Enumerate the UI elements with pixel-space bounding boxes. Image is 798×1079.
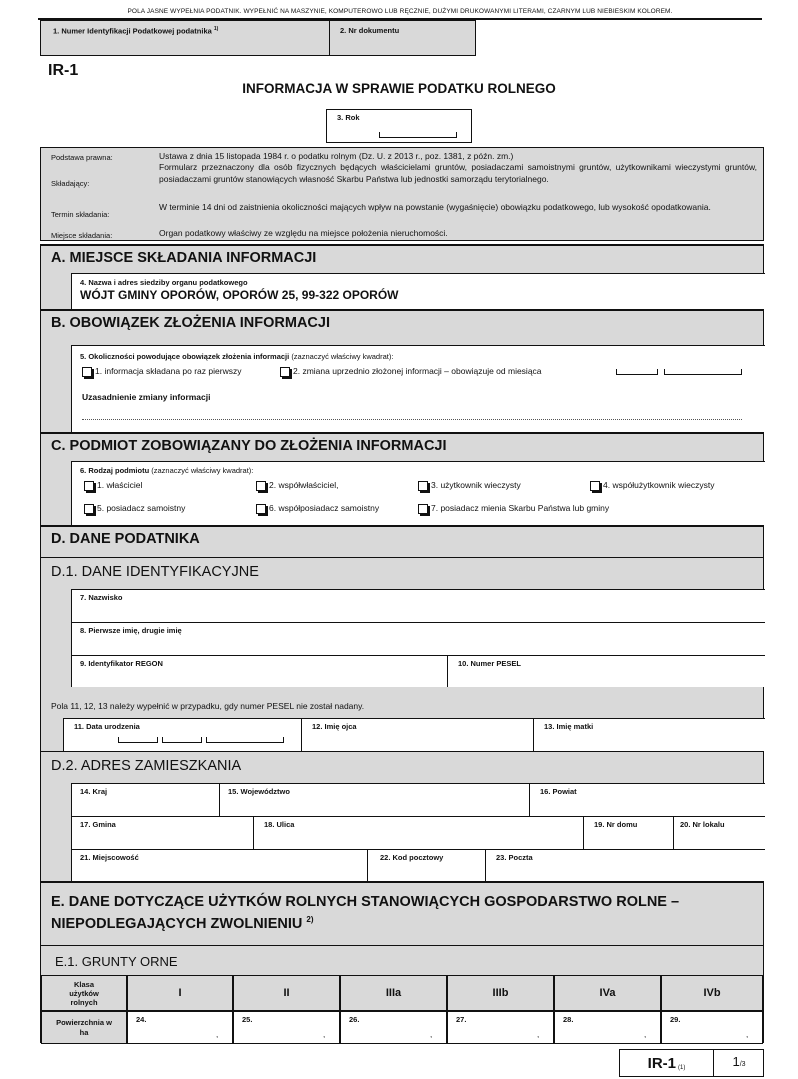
change-label: 2. zmiana uprzednio złożonej informacji – obowiązuje od miesiąca [293, 366, 542, 376]
entity-option-4[interactable] [590, 480, 714, 491]
entity-type-field [71, 461, 765, 527]
first-names-field[interactable] [71, 622, 765, 655]
post-office-field[interactable] [485, 849, 765, 883]
postal-code-label: 22. Kod pocztowy [380, 853, 444, 862]
area-field-24[interactable] [127, 1011, 233, 1044]
entity-type-label: 6. Rodzaj podmiotu [80, 466, 150, 475]
info-label-place: Miejsce składania: [51, 231, 113, 240]
pesel-note: Pola 11, 12, 13 należy wypełnić w przypadku, gdy numer PESEL nie został nadany. [51, 701, 365, 711]
page-title: INFORMACJA W SPRAWIE PODATKU ROLNEGO [242, 81, 556, 96]
regon-label: 9. Identyfikator REGON [80, 659, 163, 668]
form-code: IR-1 [48, 62, 79, 79]
tax-office-label: 4. Nazwa i adres siedziby organu podatkowego [80, 278, 248, 287]
d1-title: D.1. DANE IDENTYFIKACYJNE [41, 557, 763, 586]
entity-checkbox-3[interactable] [418, 481, 428, 491]
area-field-27-comma: , [537, 1030, 540, 1039]
street-label: 18. Ulica [264, 820, 295, 829]
area-field-24-label: 24. [136, 1015, 147, 1024]
entity-option-1[interactable] [84, 480, 142, 491]
county-field[interactable] [529, 783, 765, 816]
fill-instruction: POLA JASNE WYPEŁNIA PODATNIK. WYPEŁNIĆ NA MASZYNIE, KOMPUTEROWO LUB RĘCZNIE, DUŻYMI DRUKOWANYMI LITERAMI, CZARNYM LUB NIEBIESKIM KOLOREM. [127, 8, 673, 15]
section-b-title: B. OBOWIĄZEK ZŁOŻENIA INFORMACJI [51, 315, 330, 331]
section-e-title-line1: E. DANE DOTYCZĄCE UŻYTKÓW ROLNYCH STANOWIĄCYCH GOSPODARSTWO ROLNE – [51, 894, 680, 910]
class-header-3: IIIa [340, 975, 447, 1011]
voivodeship-field[interactable] [219, 783, 529, 816]
area-field-28[interactable] [554, 1011, 661, 1044]
section-a [40, 244, 764, 309]
birth-month-boxes [162, 737, 202, 743]
change-checkbox[interactable] [280, 367, 290, 377]
circumstances-hint: (zaznaczyć właściwy kwadrat): [291, 352, 394, 361]
mother-name-field[interactable] [533, 718, 765, 751]
surname-label: 7. Nazwisko [80, 593, 123, 602]
entity-checkbox-4[interactable] [590, 481, 600, 491]
area-field-24-comma: , [216, 1030, 219, 1039]
change-year-boxes[interactable] [664, 369, 742, 375]
country-label: 14. Kraj [80, 787, 108, 796]
entity-checkbox-1[interactable] [84, 481, 94, 491]
document-number-label: 2. Nr dokumentu [340, 26, 400, 35]
apartment-number-field[interactable] [673, 816, 765, 849]
entity-option-4-label: 4. współużytkownik wieczysty [603, 480, 715, 490]
change-month-boxes[interactable] [616, 369, 658, 375]
section-d-title: D. DANE PODATNIKA [51, 531, 200, 547]
footer-page-total: /3 [739, 1061, 746, 1068]
entity-option-6-label: 6. współposiadacz samoistny [269, 503, 380, 513]
tax-office-field[interactable] [71, 273, 765, 309]
first-names-label: 8. Pierwsze imię, drugie imię [80, 626, 182, 635]
entity-option-5[interactable] [84, 503, 185, 514]
area-field-29[interactable] [661, 1011, 763, 1044]
class-row-label: Klasa użytków rolnych [41, 975, 127, 1011]
post-office-label: 23. Poczta [496, 853, 533, 862]
nip-footnote: 1) [213, 26, 219, 32]
area-field-26-label: 26. [349, 1015, 360, 1024]
country-field[interactable] [71, 783, 219, 816]
first-submission-option[interactable] [82, 366, 241, 377]
info-label-legal-basis: Podstawa prawna: [51, 153, 113, 162]
footer-page-number: 1 [732, 1054, 740, 1069]
class-header-6: IVb [661, 975, 763, 1011]
regon-field[interactable] [71, 655, 447, 687]
area-field-27[interactable] [447, 1011, 554, 1044]
area-field-28-label: 28. [563, 1015, 574, 1024]
area-field-28-comma: , [644, 1030, 647, 1039]
nip-field[interactable] [40, 20, 330, 56]
entity-option-1-label: 1. właściciel [97, 480, 143, 490]
entity-option-2[interactable] [256, 480, 338, 491]
house-number-field[interactable] [583, 816, 673, 849]
birth-date-field[interactable] [63, 718, 301, 751]
section-c [40, 432, 764, 525]
area-row-label: Powierzchnia w ha [41, 1011, 127, 1044]
section-d [40, 525, 764, 881]
class-header-1: I [127, 975, 233, 1011]
footer-form-code: IR-1 [647, 1054, 676, 1072]
area-field-26-comma: , [430, 1030, 433, 1039]
entity-option-5-label: 5. posiadacz samoistny [97, 503, 186, 513]
area-field-25-comma: , [323, 1030, 326, 1039]
commune-label: 17. Gmina [80, 820, 116, 829]
first-submission-checkbox[interactable] [82, 367, 92, 377]
footer-form-version: (1) [678, 1065, 686, 1071]
street-field[interactable] [253, 816, 583, 849]
entity-option-7[interactable] [418, 503, 609, 514]
area-field-29-comma: , [746, 1030, 749, 1039]
town-label: 21. Miejscowość [80, 853, 139, 862]
birth-year-boxes [206, 737, 284, 743]
father-name-field[interactable] [301, 718, 533, 751]
area-field-26[interactable] [340, 1011, 447, 1044]
entity-checkbox-7[interactable] [418, 504, 428, 514]
info-text-place: Organ podatkowy właściwy ze względu na miejsce położenia nieruchomości. [159, 228, 448, 238]
year-field[interactable] [326, 109, 472, 143]
section-e-title-line2: NIEPODLEGAJĄCYCH ZWOLNIENIU [51, 915, 303, 932]
tax-office-value: WÓJT GMINY OPORÓW, OPORÓW 25, 99-322 OPORÓW [80, 288, 399, 302]
birth-day-boxes [118, 737, 158, 743]
section-a-title: A. MIEJSCE SKŁADANIA INFORMACJI [51, 250, 317, 266]
town-field[interactable] [71, 849, 367, 883]
info-text-submitter: Formularz przeznaczony dla osób fizycznych będących właścicielami gruntów, posiadaczami samoistnymi gruntów, użytkownikami wieczystymi gruntów, posiadaczami gruntów stanowiących własność Skarbu Państwa lub jednostki samorządu terytorialnego. [159, 162, 757, 184]
info-label-submitter: Składający: [51, 179, 90, 188]
section-b [40, 309, 764, 432]
mother-name-label: 13. Imię matki [544, 722, 594, 731]
first-submission-label: 1. informacja składana po raz pierwszy [95, 366, 242, 376]
pesel-field[interactable] [447, 655, 765, 687]
voivodeship-label: 15. Województwo [228, 787, 290, 796]
father-name-label: 12. Imię ojca [312, 722, 357, 731]
area-field-25-label: 25. [242, 1015, 253, 1024]
year-digit-boxes [379, 132, 457, 138]
area-field-27-label: 27. [456, 1015, 467, 1024]
area-field-25[interactable] [233, 1011, 340, 1044]
entity-option-7-label: 7. posiadacz mienia Skarbu Państwa lub gminy [431, 503, 610, 513]
surname-field[interactable] [71, 589, 765, 622]
county-label: 16. Powiat [540, 787, 577, 796]
info-block [40, 147, 764, 241]
nip-label: 1. Numer Identyfikacji Podatkowej podatnika [53, 26, 212, 36]
info-text-legal-basis: Ustawa z dnia 15 listopada 1984 r. o podatku rolnym (Dz. U. z 2013 r., poz. 1381, z późn. zm.) [159, 151, 514, 161]
reason-label: Uzasadnienie zmiany informacji [82, 392, 211, 402]
section-e [40, 881, 764, 1043]
entity-option-2-label: 2. współwłaściciel, [269, 480, 339, 490]
entity-option-3[interactable] [418, 480, 521, 491]
info-label-deadline: Termin składania: [51, 210, 110, 219]
apartment-number-label: 20. Nr lokalu [680, 820, 725, 829]
class-header-4: IIIb [447, 975, 554, 1011]
d2-title: D.2. ADRES ZAMIESZKANIA [41, 751, 763, 780]
entity-checkbox-5[interactable] [84, 504, 94, 514]
entity-option-6[interactable] [256, 503, 379, 514]
document-number-field[interactable] [329, 20, 476, 56]
entity-checkbox-6[interactable] [256, 504, 266, 514]
entity-option-3-label: 3. użytkownik wieczysty [431, 480, 521, 490]
footer-box [619, 1049, 764, 1077]
birth-date-label: 11. Data urodzenia [74, 722, 140, 731]
class-header-5: IVa [554, 975, 661, 1011]
reason-input-line[interactable] [82, 416, 742, 420]
info-text-deadline: W terminie 14 dni od zaistnienia okoliczności mających wpływ na powstanie (wygaśnięcie) obowiązku podatkowego, lub wysokość opodatkowania. [159, 202, 711, 212]
section-c-title: C. PODMIOT ZOBOWIĄZANY DO ZŁOŻENIA INFORMACJI [51, 438, 447, 454]
section-e-footnote: 2) [306, 915, 314, 924]
entity-checkbox-2[interactable] [256, 481, 266, 491]
e1-title: E.1. GRUNTY ORNE [41, 945, 763, 977]
area-field-29-label: 29. [670, 1015, 681, 1024]
class-header-2: II [233, 975, 340, 1011]
circumstances-field [71, 345, 765, 434]
year-label: 3. Rok [337, 113, 360, 122]
circumstances-label: 5. Okoliczności powodujące obowiązek złożenia informacji [80, 352, 290, 361]
house-number-label: 19. Nr domu [594, 820, 638, 829]
change-option[interactable] [280, 366, 542, 377]
entity-type-hint: (zaznaczyć właściwy kwadrat): [151, 466, 254, 475]
pesel-label: 10. Numer PESEL [458, 659, 521, 668]
commune-field[interactable] [71, 816, 253, 849]
postal-code-field[interactable] [367, 849, 485, 883]
